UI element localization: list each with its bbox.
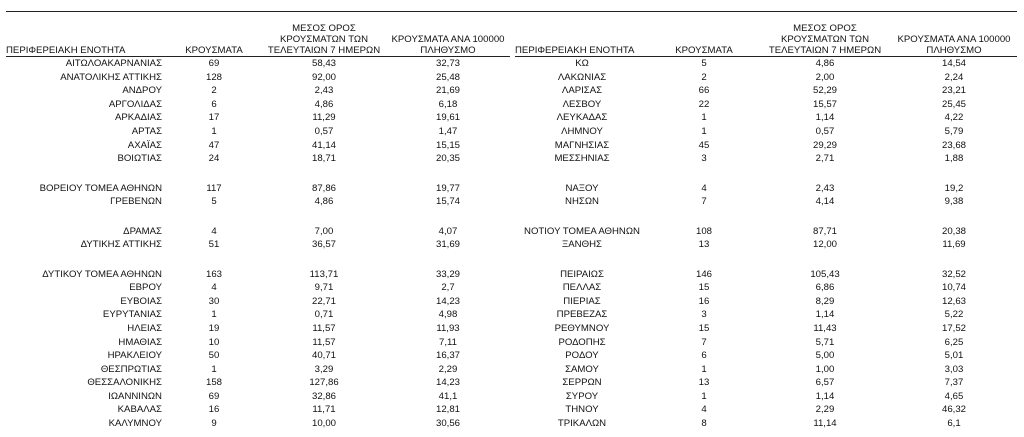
per100k-cell: 4,07	[438, 225, 458, 237]
region-cell: ΚΩ	[575, 58, 589, 70]
per100k-cell: 1,88	[944, 153, 964, 165]
cases-cell: 108	[695, 225, 712, 237]
avg7-cell: 6,57	[815, 377, 835, 389]
table-row	[515, 403, 1017, 417]
cases-cell: 117	[206, 182, 222, 194]
region-cell: ΤΡΙΚΑΛΩΝ	[557, 417, 607, 429]
table-row	[515, 281, 1017, 295]
cases-cell: 30	[208, 295, 220, 307]
region-cell: ΔΥΤΙΚΗΣ ΑΤΤΙΚΗΣ	[80, 239, 162, 251]
region-cell: ΕΥΒΟΙΑΣ	[120, 295, 162, 307]
cases-cell: 2	[701, 71, 707, 83]
per100k-cell: 4,65	[944, 390, 964, 402]
per100k-cell: 46,32	[941, 404, 966, 416]
per100k-cell: 14,23	[435, 295, 460, 307]
table-row	[6, 308, 510, 322]
region-cell: ΑΝΑΤΟΛΙΚΗΣ ΑΤΤΙΚΗΣ	[60, 71, 162, 83]
table-row	[515, 308, 1017, 322]
region-cell: ΛΕΥΚΑΔΑΣ	[556, 112, 608, 124]
avg7-cell: 11,29	[312, 112, 336, 124]
cases-cell: 1	[211, 309, 217, 321]
per100k-cell: 3,03	[944, 363, 964, 375]
header-region: ΠΕΡΙΦΕΡΕΙΑΚΗ ΕΝΟΤΗΤΑ	[6, 20, 166, 57]
per100k-cell: 32,52	[941, 268, 966, 280]
cases-cell: 50	[208, 350, 220, 362]
avg7-cell: 6,86	[815, 282, 835, 294]
per100k-cell: 41,1	[438, 390, 458, 402]
per100k-cell: 1,47	[438, 126, 458, 137]
per100k-cell: 10,74	[941, 282, 966, 294]
table-header-row	[6, 20, 510, 57]
per100k-cell: 6,18	[438, 98, 458, 110]
cases-cell: 16	[208, 404, 220, 416]
region-cell: ΣΑΜΟΥ	[565, 363, 599, 375]
region-cell: ΝΟΤΙΟΥ ΤΟΜΕΑ ΑΘΗΝΩΝ	[524, 225, 640, 237]
avg7-cell: 87,86	[311, 182, 336, 194]
cases-cell: 7	[701, 196, 707, 208]
per100k-cell: 17,52	[941, 323, 966, 335]
table-row	[515, 111, 1017, 125]
per100k-cell: 7,37	[944, 377, 964, 389]
region-cell: ΚΑΛΥΜΝΟΥ	[108, 417, 162, 429]
per100k-cell: 20,35	[435, 153, 460, 165]
table-row	[515, 417, 1017, 431]
avg7-cell: 2,43	[314, 85, 334, 97]
table-row	[6, 98, 510, 112]
table-row	[6, 335, 510, 349]
table-row	[6, 403, 510, 417]
cases-cell: 158	[205, 377, 222, 389]
spacer-row	[6, 208, 510, 224]
region-cell: ΙΩΑΝΝΙΝΩΝ	[108, 390, 162, 402]
cases-cell: 4	[211, 225, 217, 237]
header-per100k: ΚΡΟΥΣΜΑΤΑ ΑΝΑ 100000 ΠΛΗΘΥΣΜΟ	[891, 20, 1017, 57]
cases-cell: 1	[701, 363, 707, 375]
table-row	[6, 268, 510, 282]
region-cell: ΑΙΤΩΛΟΑΚΑΡΝΑΝΙΑΣ	[65, 58, 162, 70]
table-row	[515, 224, 1017, 238]
per100k-cell: 9,38	[944, 196, 964, 208]
avg7-cell: 1,14	[815, 390, 835, 402]
spacer-cell	[515, 252, 1017, 268]
top-rule	[6, 11, 1017, 12]
spacer-row	[6, 252, 510, 268]
cases-cell: 6	[211, 98, 217, 110]
region-cell: ΔΥΤΙΚΟΥ ΤΟΜΕΑ ΑΘΗΝΩΝ	[42, 268, 162, 280]
header-avg7: ΜΕΣΟΣ ΟΡΟΣ ΚΡΟΥΣΜΑΤΩΝ ΤΩΝ ΤΕΛΕΥΤΑΙΩΝ 7 ΗΜΕΡΩΝ	[262, 20, 386, 57]
table-body-right	[515, 57, 1017, 431]
region-cell: ΗΛΕΙΑΣ	[127, 323, 162, 335]
spacer-row	[515, 208, 1017, 224]
cases-cell: 3	[701, 309, 707, 321]
table-row	[6, 181, 510, 195]
table-row	[515, 268, 1017, 282]
avg7-cell: 36,57	[311, 239, 336, 251]
table-row	[6, 138, 510, 152]
avg7-cell: 113,71	[309, 268, 339, 280]
per100k-cell: 11,69	[942, 239, 966, 251]
avg7-cell: 0,57	[815, 126, 835, 137]
table-row	[515, 238, 1017, 252]
per100k-cell: 15,15	[435, 139, 460, 151]
region-cell: ΝΑΞΟΥ	[565, 182, 599, 194]
region-cell: ΑΡΚΑΔΙΑΣ	[115, 112, 162, 124]
region-cell: ΓΡΕΒΕΝΩΝ	[110, 196, 162, 208]
table-row	[6, 417, 510, 431]
cases-cell: 146	[695, 268, 712, 280]
avg7-cell: 41,14	[311, 139, 336, 151]
region-cell: ΒΟΙΩΤΙΑΣ	[117, 153, 162, 165]
cases-cell: 66	[698, 85, 710, 97]
table-row	[515, 152, 1017, 166]
spacer-cell	[6, 252, 510, 268]
table-row	[515, 71, 1017, 85]
avg7-cell: 18,71	[311, 153, 336, 165]
table-row	[6, 195, 510, 209]
cases-cell: 2	[211, 85, 217, 97]
per100k-cell: 2,24	[944, 71, 964, 83]
avg7-cell: 11,71	[312, 404, 336, 416]
table-row	[515, 181, 1017, 195]
avg7-cell: 29,29	[812, 139, 837, 151]
per100k-cell: 5,79	[944, 126, 964, 137]
cases-cell: 45	[698, 139, 710, 151]
per100k-cell: 25,48	[435, 71, 460, 83]
table-row	[515, 125, 1017, 139]
region-cell: ΡΕΘΥΜΝΟΥ	[554, 323, 610, 335]
region-cell: ΘΕΣΠΡΩΤΙΑΣ	[100, 363, 162, 375]
avg7-cell: 32,86	[311, 390, 336, 402]
table-row	[6, 281, 510, 295]
cases-cell: 13	[698, 239, 710, 251]
avg7-cell: 7,00	[314, 225, 334, 237]
header-cases: ΚΡΟΥΣΜΑΤΑ	[166, 20, 262, 57]
avg7-cell: 127,86	[309, 377, 339, 389]
spacer-row	[515, 165, 1017, 181]
table-row	[515, 362, 1017, 376]
header-per100k: ΚΡΟΥΣΜΑΤΑ ΑΝΑ 100000 ΠΛΗΘΥΣΜΟ	[386, 20, 510, 57]
region-cell: ΡΟΔΟΥ	[565, 350, 599, 362]
table-row	[515, 322, 1017, 336]
per100k-cell: 30,56	[435, 417, 460, 429]
table-row	[6, 71, 510, 85]
table-row	[515, 84, 1017, 98]
region-cell: ΑΧΑΪΑΣ	[127, 139, 162, 151]
cases-cell: 9	[211, 417, 217, 429]
header-cases: ΚΡΟΥΣΜΑΤΑ	[649, 20, 759, 57]
region-cell: ΛΑΡΙΣΑΣ	[561, 85, 603, 97]
avg7-cell: 12,00	[812, 239, 837, 251]
avg7-cell: 11,57	[312, 336, 336, 348]
cases-cell: 5	[701, 58, 707, 70]
per100k-cell: 4,98	[438, 309, 458, 321]
avg7-cell: 58,43	[311, 58, 336, 70]
region-cell: ΕΒΡΟΥ	[129, 282, 162, 294]
avg7-cell: 10,00	[311, 417, 336, 429]
cases-table-right	[515, 20, 1017, 430]
per100k-cell: 2,7	[441, 282, 455, 294]
per100k-cell: 32,73	[435, 58, 460, 70]
per100k-cell: 6,1	[947, 417, 961, 429]
region-cell: ΤΗΝΟΥ	[565, 404, 599, 416]
avg7-cell: 4,14	[815, 196, 835, 208]
avg7-cell: 0,71	[314, 309, 334, 321]
table-row	[6, 152, 510, 166]
per100k-cell: 2,29	[438, 363, 458, 375]
cases-cell: 1	[701, 126, 707, 137]
cases-cell: 13	[698, 377, 710, 389]
table-row	[515, 376, 1017, 390]
table-row	[6, 224, 510, 238]
table-row	[515, 335, 1017, 349]
cases-cell: 19	[208, 323, 220, 335]
cases-cell: 10	[208, 336, 220, 348]
avg7-cell: 92,00	[311, 71, 336, 83]
avg7-cell: 11,43	[813, 323, 837, 335]
table-row	[6, 376, 510, 390]
cases-cell: 4	[701, 182, 707, 194]
avg7-cell: 105,43	[810, 268, 840, 280]
region-cell: ΠΡΕΒΕΖΑΣ	[556, 309, 608, 321]
region-cell: ΛΕΣΒΟΥ	[562, 98, 602, 110]
region-cell: ΡΟΔΟΠΗΣ	[558, 336, 606, 348]
cases-cell: 69	[208, 58, 220, 70]
per100k-cell: 14,54	[941, 58, 966, 70]
per100k-cell: 12,81	[435, 404, 460, 416]
avg7-cell: 1,14	[815, 309, 835, 321]
region-cell: ΗΜΑΘΙΑΣ	[118, 336, 162, 348]
avg7-cell: 1,00	[815, 363, 835, 375]
avg7-cell: 15,57	[812, 98, 837, 110]
avg7-cell: 22,71	[311, 295, 336, 307]
avg7-cell: 9,71	[314, 282, 334, 294]
cases-cell: 69	[208, 390, 220, 402]
spacer-cell	[515, 208, 1017, 224]
avg7-cell: 2,29	[815, 404, 835, 416]
region-cell: ΕΥΡΥΤΑΝΙΑΣ	[102, 309, 162, 321]
per100k-cell: 12,63	[941, 295, 966, 307]
avg7-cell: 8,29	[815, 295, 835, 307]
avg7-cell: 1,14	[815, 112, 835, 124]
spacer-cell	[6, 208, 510, 224]
region-cell: ΑΡΓΟΛΙΔΑΣ	[108, 98, 162, 110]
per100k-cell: 11,93	[436, 323, 460, 335]
table-row	[6, 322, 510, 336]
table-row	[6, 111, 510, 125]
cases-cell: 4	[211, 282, 217, 294]
avg7-cell: 0,57	[314, 126, 334, 137]
cases-table-left	[6, 20, 510, 430]
cases-cell: 6	[701, 350, 707, 362]
per100k-cell: 19,77	[435, 182, 460, 194]
region-cell: ΜΑΓΝΗΣΙΑΣ	[554, 139, 610, 151]
table-row	[6, 125, 510, 139]
avg7-cell: 52,29	[812, 85, 837, 97]
per100k-cell: 14,23	[435, 377, 460, 389]
avg7-cell: 5,71	[815, 336, 835, 348]
region-cell: ΗΡΑΚΛΕΙΟΥ	[107, 350, 162, 362]
table-row	[515, 57, 1017, 71]
avg7-cell: 2,43	[815, 182, 835, 194]
per100k-cell: 33,29	[435, 268, 460, 280]
avg7-cell: 87,71	[812, 225, 837, 237]
per100k-cell: 16,37	[435, 350, 460, 362]
avg7-cell: 5,00	[815, 350, 835, 362]
avg7-cell: 3,29	[314, 363, 334, 375]
per100k-cell: 23,68	[941, 139, 966, 151]
header-region: ΠΕΡΙΦΕΡΕΙΑΚΗ ΕΝΟΤΗΤΑ	[515, 20, 649, 57]
region-cell: ΝΗΣΩΝ	[565, 196, 599, 208]
table-row	[515, 389, 1017, 403]
per100k-cell: 4,22	[944, 112, 964, 124]
avg7-cell: 11,57	[312, 323, 336, 335]
cases-cell: 3	[701, 153, 707, 165]
cases-cell: 47	[208, 139, 220, 151]
cases-cell: 1	[211, 363, 217, 375]
table-row	[6, 349, 510, 363]
cases-cell: 51	[208, 239, 220, 251]
cases-cell: 22	[698, 98, 710, 110]
region-cell: ΛΑΚΩΝΙΑΣ	[557, 71, 607, 83]
table-header-row	[515, 20, 1017, 57]
cases-cell: 24	[208, 153, 220, 165]
table-body-left	[6, 57, 510, 431]
table-row	[515, 295, 1017, 309]
cases-cell: 7	[701, 336, 707, 348]
region-cell: ΠΕΙΡΑΙΩΣ	[560, 268, 604, 280]
table-row	[6, 57, 510, 71]
avg7-cell: 4,86	[815, 58, 835, 70]
per100k-cell: 7,11	[439, 336, 457, 348]
avg7-cell: 11,14	[813, 417, 837, 429]
cases-cell: 15	[698, 282, 710, 294]
region-cell: ΞΑΝΘΗΣ	[562, 239, 602, 251]
cases-cell: 1	[701, 112, 707, 124]
region-cell: ΑΡΤΑΣ	[131, 126, 162, 137]
avg7-cell: 4,86	[314, 196, 334, 208]
spacer-cell	[6, 165, 510, 181]
table-row	[515, 138, 1017, 152]
spacer-row	[515, 252, 1017, 268]
table-row	[6, 84, 510, 98]
region-cell: ΠΙΕΡΙΑΣ	[563, 295, 601, 307]
table-row	[6, 362, 510, 376]
cases-cell: 1	[211, 126, 217, 137]
per100k-cell: 19,2	[944, 182, 964, 194]
avg7-cell: 40,71	[311, 350, 336, 362]
avg7-cell: 2,00	[815, 71, 835, 83]
region-cell: ΣΕΡΡΩΝ	[562, 377, 602, 389]
cases-cell: 16	[698, 295, 710, 307]
per100k-cell: 6,25	[944, 336, 964, 348]
region-cell: ΑΝΔΡΟΥ	[122, 85, 162, 97]
region-cell: ΣΥΡΟΥ	[565, 390, 599, 402]
per100k-cell: 19,61	[435, 112, 460, 124]
per100k-cell: 21,69	[435, 85, 460, 97]
cases-cell: 17	[208, 112, 220, 124]
per100k-cell: 23,21	[941, 85, 966, 97]
cases-cell: 128	[205, 71, 222, 83]
per100k-cell: 25,45	[941, 98, 966, 110]
header-avg7: ΜΕΣΟΣ ΟΡΟΣ ΚΡΟΥΣΜΑΤΩΝ ΤΩΝ ΤΕΛΕΥΤΑΙΩΝ 7 ΗΜΕΡΩΝ	[759, 20, 891, 57]
per100k-cell: 5,01	[944, 350, 964, 362]
region-cell: ΘΕΣΣΑΛΟΝΙΚΗΣ	[87, 377, 162, 389]
table-row	[515, 195, 1017, 209]
region-cell: ΛΗΜΝΟΥ	[561, 126, 603, 137]
per100k-cell: 20,38	[941, 225, 966, 237]
cases-cell: 4	[701, 404, 707, 416]
avg7-cell: 4,86	[314, 98, 334, 110]
cases-cell: 163	[205, 268, 222, 280]
table-row	[6, 238, 510, 252]
region-cell: ΔΡΑΜΑΣ	[123, 225, 162, 237]
per100k-cell: 15,74	[435, 196, 460, 208]
table-row	[515, 349, 1017, 363]
cases-cell: 8	[701, 417, 707, 429]
table-row	[6, 389, 510, 403]
spacer-row	[6, 165, 510, 181]
region-cell: ΜΕΣΣΗΝΙΑΣ	[554, 153, 610, 165]
per100k-cell: 5,22	[944, 309, 964, 321]
cases-cell: 5	[211, 196, 217, 208]
region-cell: ΠΕΛΛΑΣ	[562, 282, 602, 294]
region-cell: ΒΟΡΕΙΟΥ ΤΟΜΕΑ ΑΘΗΝΩΝ	[39, 182, 162, 194]
cases-cell: 15	[698, 323, 710, 335]
avg7-cell: 2,71	[815, 153, 835, 165]
table-row	[515, 98, 1017, 112]
region-cell: ΚΑΒΑΛΑΣ	[117, 404, 162, 416]
table-row	[6, 295, 510, 309]
per100k-cell: 31,69	[435, 239, 460, 251]
cases-cell: 1	[701, 390, 707, 402]
spacer-cell	[515, 165, 1017, 181]
